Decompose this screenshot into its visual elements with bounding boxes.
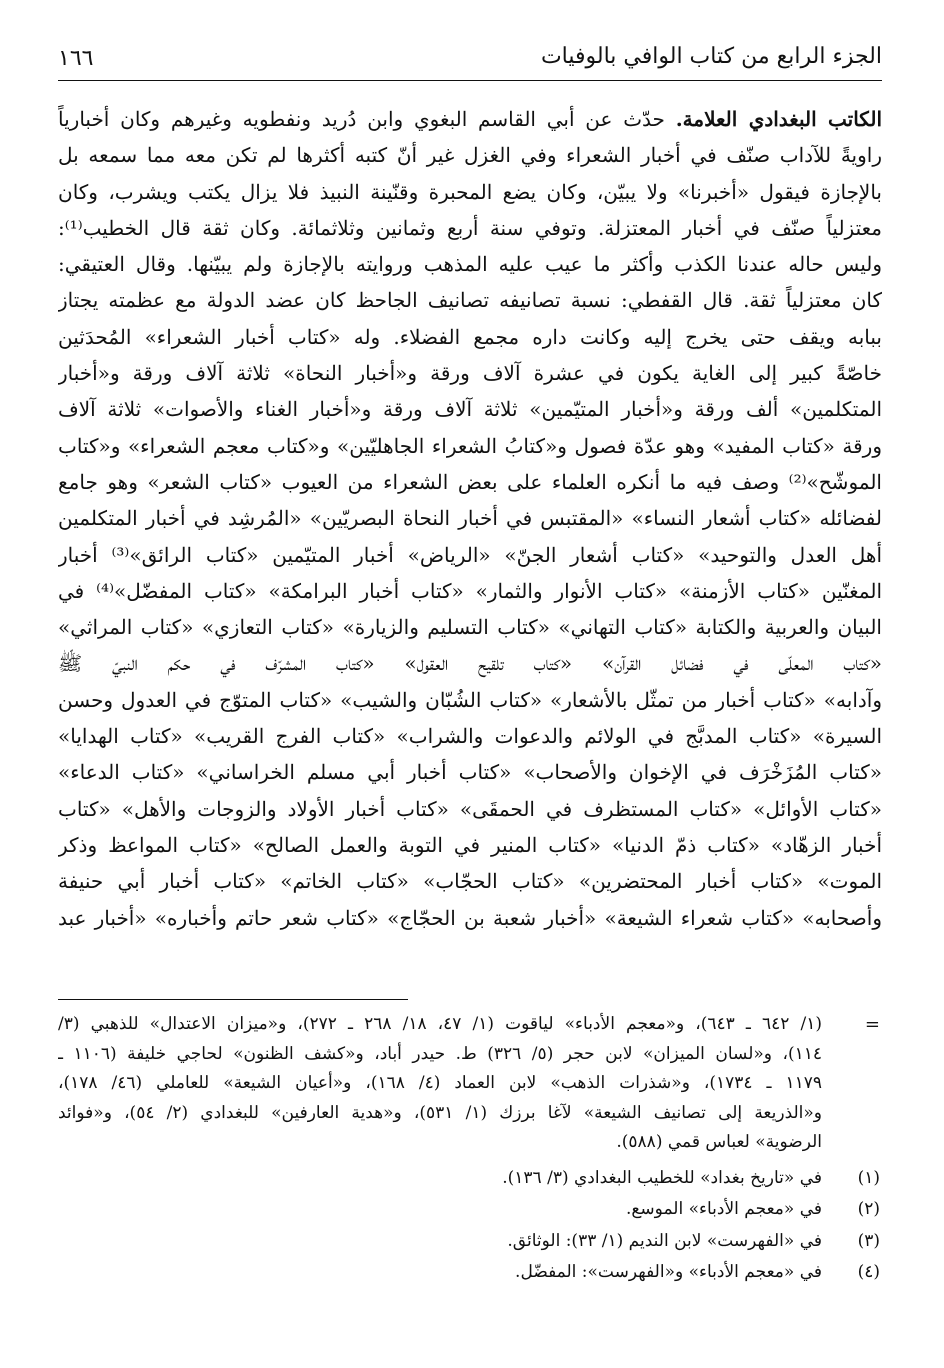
footnote-separator — [58, 999, 408, 1000]
footnote-number: (٣) — [857, 1230, 880, 1251]
text-line: الموشّح»⁽²⁾ وصف فيه ما أنكره العلماء على بعض الشعراء من العيوب «كتاب الشعر» وهو جامع — [58, 469, 882, 494]
text-line: أهل العدل والتوحيد» «كتاب أشعار الجنّ» «الرياض» أخبار المتيّمين «كتاب الرائق»⁽³⁾ أخبار — [58, 542, 882, 567]
footnote-number: (١) — [857, 1167, 880, 1188]
footnote-text: في «معجم الأدباء» و«الفهرست»: المفضّل. — [515, 1262, 822, 1283]
footnote-item — [58, 1194, 882, 1225]
footnote-item — [58, 1257, 882, 1288]
text-line: وآدابه» «كتاب أخبار من تمثّل بالأشعار» «كتاب الشُبّان والشيب» «كتاب المتوّج في العدول وحسن — [58, 687, 882, 712]
entry-heading: الكاتب البغدادي العلامة. — [675, 107, 882, 131]
text-line — [58, 101, 882, 137]
footnotes — [58, 1010, 882, 1289]
main-text — [58, 101, 882, 936]
footnote-line: (١/ ٦٤٢ ـ ٦٤٣)، و«معجم الأدباء» لياقوت (١/ ٤٧، ١٨/ ٢٦٨ ـ ٢٧٢)، و«ميزان الاعتدال» للذهبي (٣/ — [58, 1014, 822, 1034]
footnote-list — [58, 1163, 882, 1289]
footnote-text: في «معجم الأدباء» الموسع. — [625, 1199, 822, 1220]
footnote-number: (٢) — [857, 1199, 880, 1220]
footnote-text: في «تاريخ بغداد» للخطيب البغدادي (٣/ ١٣٦). — [502, 1167, 822, 1188]
text-line: البيان والعربية والكتابة «كتاب التهاني» «كتاب التسليم والزيارة» «كتاب التعازي» «كتاب المراثي» — [58, 615, 882, 640]
page-number: ١٦٦ — [58, 46, 94, 71]
footnote-line: ١١٤)، و«لسان الميزان» لابن حجر (٥/ ٣٢٦) ط. حيدر أباد، و«كشف الظنون» لحاجي خليفة (١١٠٦ ـ — [58, 1043, 822, 1064]
text-line: وليس حاله عندنا الكذب وأكثر ما عيب عليه المذهب وروايته بالإجازة ولم يبيّنها. وقال العتيقي: — [58, 252, 882, 277]
text-line: السيرة» «كتاب المدبَّج في الولائم والدعوات والشراب» «كتاب الفرج القريب» «كتاب الهدايا» — [58, 724, 882, 749]
text-line: «كتاب المعلّى في فضائل القرآن» «كتاب تلقيح العقول» «كتاب المشرّف في حكم النبيّ ﷺ — [58, 651, 882, 676]
text-line: كان معتزلياً ثقة. قال القفطي: نسبة تصانيفه تصانيف الجاحظ كان عضد الدولة مع عظمته يجتاز — [58, 288, 882, 313]
footnote-line: و«الذريعة إلى تصانيف الشيعة» لآغا برزك (١/ ٥٣١)، و«هدية العارفين» للبغدادي (٢/ ٥٤)، و«فوائد — [58, 1102, 822, 1123]
footnote-line: ١١٧٩ ـ ١٧٣٤)، و«شذرات الذهب» لابن العماد (٤/ ١٦٨)، و«أعيان الشيعة» للعاملي (٤٦/ ١٧٨)، — [58, 1073, 822, 1094]
footnote-continuation-marker: = — [864, 1014, 880, 1035]
running-header-title: الجزء الرابع من كتاب الوافي بالوفيات — [540, 44, 882, 69]
text-line: معتزلياً صنّف في أخبار المعتزلة. وتوفي سنة أربع وثمانين وثلاثمائة. وكان ثقة قال الخطيب⁽¹⁾: — [58, 215, 882, 240]
footnote-item — [58, 1163, 882, 1194]
text-line: بالإجازة فيقول «أخبرنا» ولا يبيّن، وكان يضع المحبرة وقنّينة النبيذ فلا يزال يكتب ويشرب، وكان — [58, 179, 882, 204]
text-line: لفضائله «كتاب أشعار النساء» «المقتبس في أخبار النحاة البصريّين» «المُرشِد في أخبار المتكلمين — [58, 506, 882, 531]
text-line: أخبار الزهّاد» «كتاب ذمّ الدنيا» «كتاب المنير في التوبة والعمل الصالح» «كتاب المواعظ وذكر — [58, 832, 882, 857]
text-line: ورقة «كتاب المفيد» وهو عدّة فصول و«كتابُ الشعراء الجاهليّين» و«كتاب معجم الشعراء» و«كتاب — [58, 433, 882, 458]
footnote-text: في «الفهرست» لابن النديم (١/ ٣٣): الوثائق. — [507, 1230, 822, 1251]
footnote-number: (٤) — [857, 1262, 880, 1283]
text-line: راويةً للآداب صنّف في أخبار الشعراء وفي الغزل غير أنّ كتبه أكثرها لم تكن معه مما سمعه بل — [58, 143, 882, 168]
text-line: «كتاب المُزَخْرَف في الإخوان والأصحاب» «كتاب أخبار أبي مسلم الخراساني» «كتاب الدعاء» — [58, 760, 882, 785]
text-line: ببابه ويقف حتى يخرج إليه وكانت داره مجمع الفضلاء. وله «كتاب أخبار الشعراء» المُحدَثين — [58, 324, 882, 349]
footnote-line: الرضوية» لعباس قمي (٥٨٨). — [616, 1132, 822, 1153]
text-line: المغنّين «كتاب الأزمنة» «كتاب الأنوار والثمار» «كتاب أخبار البرامكة» «كتاب المفضّل»⁽⁴⁾ في — [58, 578, 882, 603]
footnote-sources — [58, 1010, 882, 1158]
running-header — [58, 40, 882, 84]
footnote-item — [58, 1226, 882, 1257]
text-line: المتكلمين» ألف ورقة و«أخبار المتيّمين» ثلاثة آلاف ورقة و«أخبار الغناء والأصوات» ثلاثة آلاف — [58, 397, 882, 422]
text-line: «كتاب الأوائل» «كتاب المستظرف في الحمقَى» «كتاب أخبار الأولاد والزوجات والأهل» «كتاب — [58, 796, 882, 821]
text-line: خاصّةً كبير إلى الغاية يكون في عشرة آلاف ورقة و«أخبار النحاة» ثلاثة آلاف ورقة و«أخبار — [58, 361, 882, 386]
text-line: الموت» «كتاب أخبار المحتضرين» «كتاب الحجّاب» «كتاب الخاتم» «كتاب أخبار أبي حنيفة — [58, 869, 882, 894]
header-rule — [58, 80, 882, 81]
text-line: وأصحابه» «كتاب شعراء الشيعة» «أخبار شعبة بن الحجّاج» «كتاب شعر حاتم وأخباره» «أخبار عبد — [58, 905, 882, 930]
entry-heading-continuation: حدّث عن أبي القاسم البغوي وابن دُريد ونفطويه وغيرهم وكان أخبارياً — [58, 107, 665, 131]
